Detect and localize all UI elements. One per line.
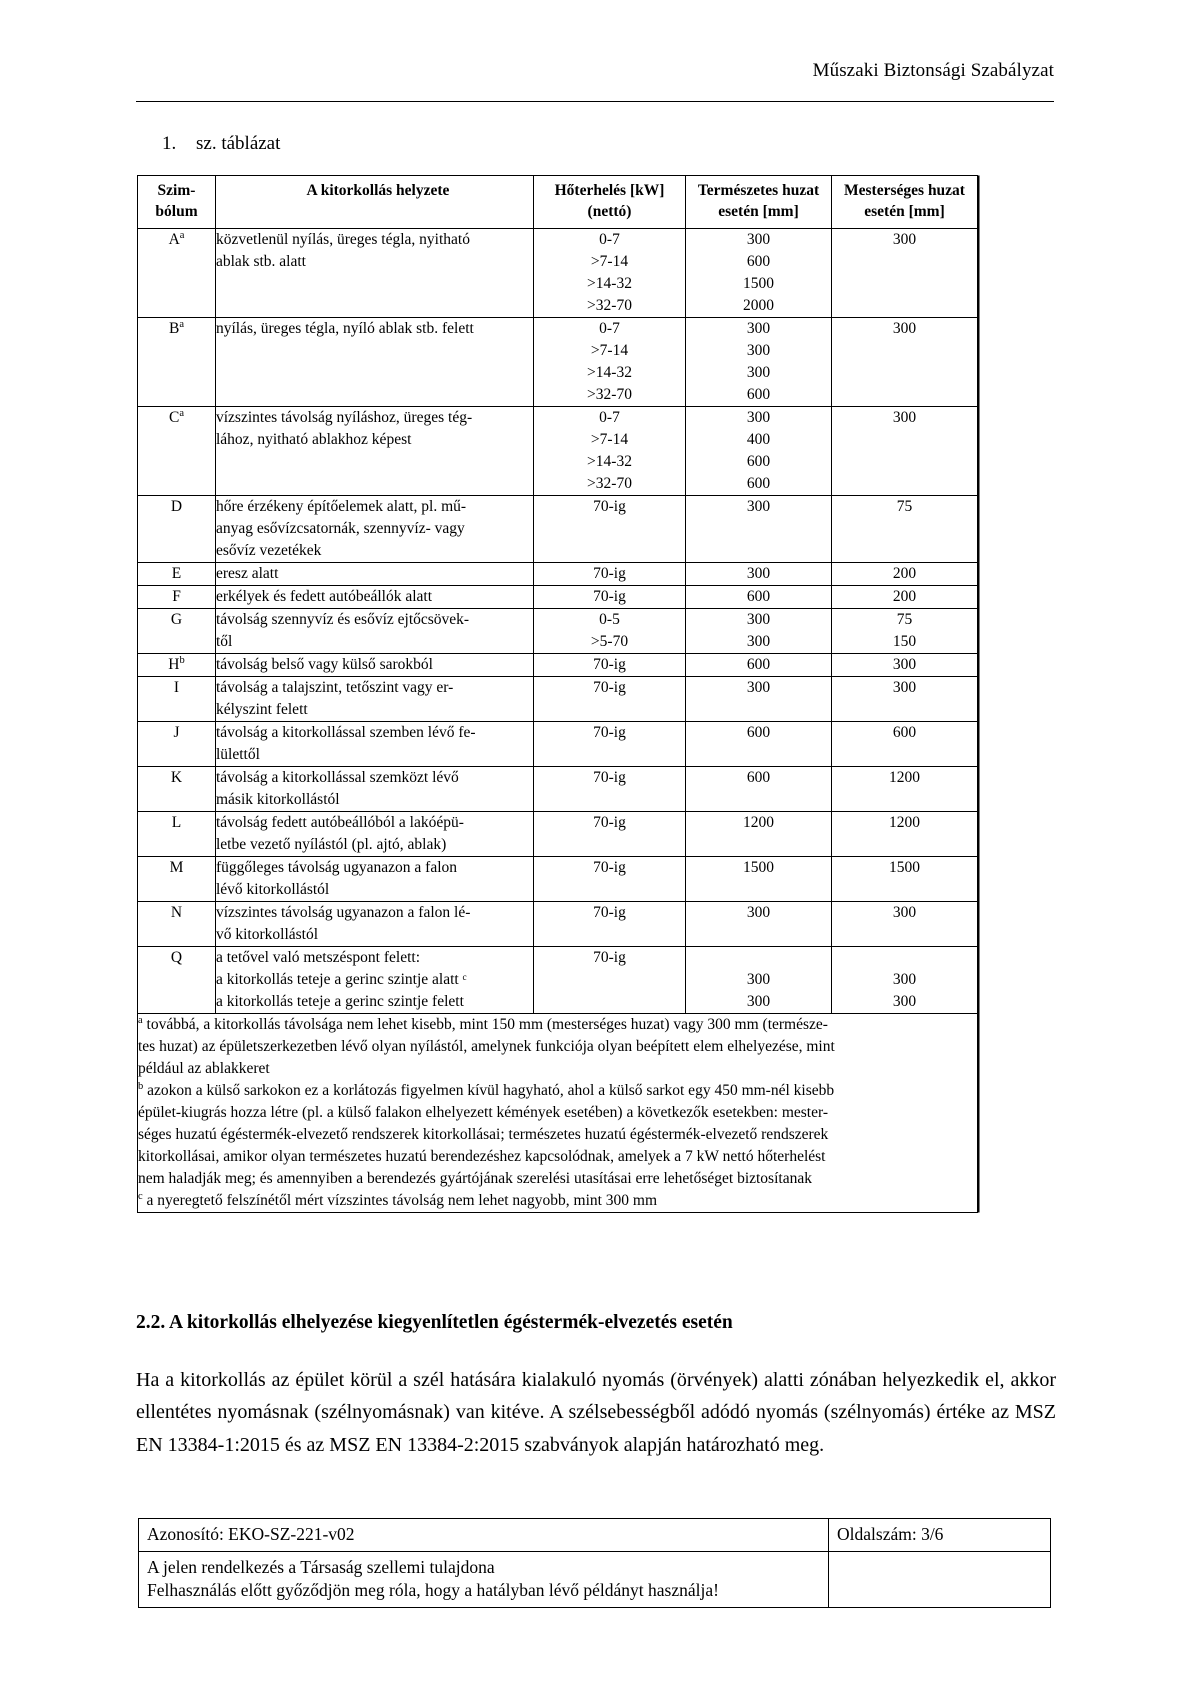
table-row bbox=[138, 228, 978, 317]
description-line: a kitorkollás teteje a gerinc szintje felett bbox=[216, 992, 464, 1010]
description-line: esővíz vezetékek bbox=[216, 541, 322, 559]
footer-row-identifier bbox=[139, 1519, 1051, 1552]
cell-natural-draught-value: 300 bbox=[746, 678, 771, 696]
cell-heat-load-value: 70-ig bbox=[593, 497, 626, 515]
cell-description bbox=[216, 653, 534, 676]
cell-description bbox=[216, 676, 534, 721]
cell-mechanical-draught-value: 300 bbox=[892, 230, 917, 248]
cell-heat-load bbox=[534, 585, 686, 608]
footnote-line bbox=[138, 1190, 977, 1212]
cell-natural-draught-value: 300 bbox=[746, 363, 771, 381]
cell-natural-draught bbox=[686, 766, 832, 811]
cell-heat-load bbox=[534, 406, 686, 495]
cell-natural-draught bbox=[686, 856, 832, 901]
cell-mechanical-draught-value: 300 bbox=[892, 903, 917, 921]
cell-symbol: $B^a$ bbox=[138, 317, 216, 406]
cell-mechanical-draught-value: 300 bbox=[892, 655, 917, 673]
description-line: ablak stb. alatt bbox=[216, 252, 306, 270]
column-header-position bbox=[216, 176, 534, 229]
description-line: letbe vezető nyílástól (pl. ajtó, ablak) bbox=[216, 835, 447, 853]
cell-heat-load-value: 70-ig bbox=[593, 948, 626, 966]
footnote-marker: b bbox=[138, 1080, 144, 1092]
cell-natural-draught-value: 600 bbox=[746, 252, 771, 270]
cell-mechanical-draught-value: 150 bbox=[892, 632, 917, 650]
table-body bbox=[138, 228, 978, 1013]
description-line: vízszintes távolság ugyanazon a falon lé- bbox=[216, 903, 471, 921]
cell-heat-load-value: >5-70 bbox=[590, 632, 629, 650]
cell-heat-load bbox=[534, 495, 686, 562]
cell-heat-load bbox=[534, 608, 686, 653]
cell-heat-load bbox=[534, 721, 686, 766]
cell-symbol: Q bbox=[138, 946, 216, 1013]
cell-mechanical-draught-value: 300 bbox=[892, 970, 917, 988]
cell-natural-draught bbox=[686, 406, 832, 495]
footnote-marker: a bbox=[138, 1014, 143, 1026]
cell-symbol-superscript: a bbox=[179, 229, 185, 241]
description-line: eresz alatt bbox=[216, 564, 279, 582]
cell-natural-draught-value: 300 bbox=[746, 341, 771, 359]
footnote-text: kitorkollásai, amikor olyan természetes huzatú berendezéshez kapcsolódnak, amelyek a 7 kW nettó hőterhelést bbox=[138, 1147, 826, 1165]
cell-heat-load bbox=[534, 946, 686, 1013]
cell-natural-draught-value: 1500 bbox=[743, 274, 774, 292]
table-row bbox=[138, 317, 978, 406]
header-title: Műszaki Biztonsági Szabályzat bbox=[812, 60, 1054, 81]
cell-mechanical-draught bbox=[832, 228, 978, 317]
cell-mechanical-draught bbox=[832, 317, 978, 406]
cell-heat-load-value: 0-7 bbox=[599, 230, 620, 248]
cell-mechanical-draught-value: 200 bbox=[892, 587, 917, 605]
cell-mechanical-draught-value: 300 bbox=[892, 678, 917, 696]
cell-heat-load-value: >7-14 bbox=[590, 341, 629, 359]
cell-natural-draught-value: 2000 bbox=[743, 296, 774, 314]
description-line: távolság a kitorkollással szemben lévő fe- bbox=[216, 723, 476, 741]
cell-mechanical-draught-value: 75 bbox=[896, 497, 913, 515]
description-line: másik kitorkollástól bbox=[216, 790, 340, 808]
column-header-natural-line1: Természetes bbox=[697, 182, 779, 199]
column-header-symbol-line2: bólum bbox=[155, 203, 198, 221]
cell-symbol: $H^b$ bbox=[138, 653, 216, 676]
footnote-marker: c bbox=[138, 1190, 143, 1202]
cell-mechanical-draught bbox=[832, 562, 978, 585]
description-line: távolság a kitorkollással szemközt lévő bbox=[216, 768, 459, 786]
footnote-line bbox=[138, 1058, 977, 1080]
description-line: erkélyek és fedett autóbeállók alatt bbox=[216, 587, 433, 605]
description-line: távolság belső vagy külső sarokból bbox=[216, 655, 433, 673]
cell-mechanical-draught-value: 75 bbox=[896, 610, 913, 628]
footer-row-note bbox=[139, 1551, 1051, 1607]
table-row bbox=[138, 653, 978, 676]
cell-natural-draught-value: 600 bbox=[746, 474, 771, 492]
cell-natural-draught-value: 300 bbox=[746, 408, 771, 426]
table-row bbox=[138, 946, 978, 1013]
description-line: nyílás, üreges tégla, nyíló ablak stb. felett bbox=[216, 319, 474, 337]
cell-symbol: L bbox=[138, 811, 216, 856]
cell-natural-draught-value: 300 bbox=[746, 610, 771, 628]
cell-heat-load bbox=[534, 676, 686, 721]
cell-description bbox=[216, 721, 534, 766]
cell-mechanical-draught-value: 600 bbox=[892, 723, 917, 741]
footnote-text: nem haladják meg; és amennyiben a berendezés gyártójának szerelési utasításai erre lehetőséget biztosítanak bbox=[138, 1169, 812, 1187]
footnote-row bbox=[138, 1013, 978, 1212]
section-paragraph: Ha a kitorkollás az épület körül a szél hatására kialakuló nyomás (örvények) alatti zónában helyezkedik el, akkor ellentétes nyomásnak (szélnyomásnak) van kitéve. A szélsebességből adódó nyomás (szélnyomás) értéke az MSZ EN 13384-1:2015 és az MSZ EN 13384-2:2015 szabványok alapján határozható meg. bbox=[136, 1369, 1056, 1456]
cell-description bbox=[216, 946, 534, 1013]
cell-natural-draught-value: 300 bbox=[746, 319, 771, 337]
cell-description bbox=[216, 317, 534, 406]
footnote-text: a nyeregtető felszínétől mért vízszintes távolság nem lehet nagyobb, mint 300 mm bbox=[146, 1191, 658, 1209]
description-line: anyag esővízcsatornák, szennyvíz- vagy bbox=[216, 519, 465, 537]
description-line: vő kitorkollástól bbox=[216, 925, 319, 943]
cell-heat-load-value: 70-ig bbox=[593, 813, 626, 831]
cell-description bbox=[216, 562, 534, 585]
description-line: vízszintes távolság nyíláshoz, üreges tég- bbox=[216, 408, 473, 426]
column-header-heat-line1: Hőterhelés bbox=[554, 182, 627, 199]
cell-mechanical-draught bbox=[832, 406, 978, 495]
table-caption bbox=[162, 133, 280, 155]
clearance-table bbox=[137, 175, 978, 1213]
cell-natural-draught bbox=[686, 608, 832, 653]
cell-heat-load-value: 70-ig bbox=[593, 903, 626, 921]
description-line: hőre érzékeny építőelemek alatt, pl. mű- bbox=[216, 497, 467, 515]
cell-mechanical-draught-value: 1500 bbox=[889, 858, 920, 876]
footnote-line bbox=[138, 1168, 977, 1190]
cell-heat-load-value: 70-ig bbox=[593, 723, 626, 741]
footer-identifier: Azonosító: EKO-SZ-221-v02 bbox=[139, 1519, 829, 1552]
table-row bbox=[138, 811, 978, 856]
footnote-text: séges huzatú égéstermék-elvezető rendszerek kitorkollásai; természetes huzatú égéstermék-elvezető rendszerek bbox=[138, 1125, 829, 1143]
cell-heat-load bbox=[534, 901, 686, 946]
footnote-text: azokon a külső sarkokon ez a korlátozás figyelmen kívül hagyható, ahol a külső sarkot egy 450 mm-nél kisebb bbox=[147, 1081, 835, 1099]
table-row bbox=[138, 608, 978, 653]
cell-mechanical-draught bbox=[832, 676, 978, 721]
table-row bbox=[138, 766, 978, 811]
cell-heat-load-value: 70-ig bbox=[593, 858, 626, 876]
cell-symbol: M bbox=[138, 856, 216, 901]
column-header-symbol-line1: Szim- bbox=[157, 182, 196, 199]
cell-heat-load-value: >7-14 bbox=[590, 252, 629, 270]
column-header-mech-line3: [mm] bbox=[908, 203, 945, 221]
table-caption-text: sz. táblázat bbox=[196, 133, 281, 154]
table-head bbox=[138, 176, 978, 229]
cell-mechanical-draught bbox=[832, 811, 978, 856]
cell-natural-draught bbox=[686, 562, 832, 585]
cell-heat-load bbox=[534, 856, 686, 901]
table-row bbox=[138, 585, 978, 608]
cell-heat-load-value: >32-70 bbox=[587, 474, 632, 492]
cell-natural-draught bbox=[686, 653, 832, 676]
cell-symbol: F bbox=[138, 585, 216, 608]
cell-heat-load-value: >14-32 bbox=[587, 274, 632, 292]
cell-heat-load-value: 70-ig bbox=[593, 768, 626, 786]
description-line: lához, nyitható ablakhoz képest bbox=[216, 430, 412, 448]
description-line: közvetlenül nyílás, üreges tégla, nyitható bbox=[216, 230, 470, 248]
footer-note bbox=[139, 1551, 829, 1607]
cell-natural-draught bbox=[686, 585, 832, 608]
cell-symbol: G bbox=[138, 608, 216, 653]
column-header-mechanical-draught bbox=[832, 176, 978, 229]
cell-description bbox=[216, 585, 534, 608]
cell-mechanical-draught-value: 1200 bbox=[889, 768, 920, 786]
description-line: a tetővel való metszéspont felett: bbox=[216, 948, 421, 966]
cell-natural-draught-value: 300 bbox=[746, 992, 771, 1010]
table-row bbox=[138, 495, 978, 562]
table-footnotes bbox=[138, 1013, 978, 1212]
footer-note-line2: Felhasználás előtt győződjön meg róla, hogy a hatályban lévő példányt használja! bbox=[147, 1580, 719, 1601]
main-table-wrapper bbox=[137, 175, 977, 1213]
cell-symbol: E bbox=[138, 562, 216, 585]
cell-symbol-superscript: b bbox=[179, 654, 185, 666]
cell-mechanical-draught bbox=[832, 608, 978, 653]
cell-heat-load bbox=[534, 766, 686, 811]
cell-natural-draught-value: 300 bbox=[746, 230, 771, 248]
footnote-text: tes huzat) az épületszerkezetben lévő olyan nyílástól, amelynek funkciója olyan beépített elem elhelyezése, mint bbox=[138, 1037, 835, 1055]
description-line: a kitorkollás teteje a gerinc szintje alatt ᶜ bbox=[216, 970, 467, 988]
cell-heat-load-value: 0-5 bbox=[599, 610, 620, 628]
cell-mechanical-draught bbox=[832, 766, 978, 811]
footer-page-number: Oldalszám: 3/6 bbox=[829, 1519, 1051, 1552]
footer-note-right bbox=[829, 1551, 1051, 1607]
cell-heat-load-value: >14-32 bbox=[587, 452, 632, 470]
cell-natural-draught-value: 300 bbox=[746, 497, 771, 515]
cell-heat-load-value: 70-ig bbox=[593, 678, 626, 696]
column-header-symbol bbox=[138, 176, 216, 229]
cell-symbol: J bbox=[138, 721, 216, 766]
footnote-line bbox=[138, 1102, 977, 1124]
cell-heat-load-value: >32-70 bbox=[587, 385, 632, 403]
cell-natural-draught bbox=[686, 811, 832, 856]
description-line: távolság a talajszint, tetőszint vagy er- bbox=[216, 678, 454, 696]
cell-natural-draught bbox=[686, 901, 832, 946]
cell-mechanical-draught-value: 300 bbox=[892, 408, 917, 426]
table-caption-number: 1. bbox=[162, 133, 177, 154]
spacer bbox=[300, 182, 304, 199]
description-line: lévő kitorkollástól bbox=[216, 880, 330, 898]
column-header-position-label: A kitorkollás helyzete bbox=[306, 182, 450, 199]
description-line: távolság szennyvíz és esővíz ejtőcsövek- bbox=[216, 610, 470, 628]
cell-mechanical-draught bbox=[832, 585, 978, 608]
cell-heat-load bbox=[534, 653, 686, 676]
table-foot bbox=[138, 1013, 978, 1212]
cell-natural-draught-value: 1200 bbox=[743, 813, 774, 831]
footnote-text: épület-kiugrás hozza létre (pl. a külső falakon elhelyezett kémények esetében) a következők esetekben: mester- bbox=[138, 1103, 828, 1121]
table-row bbox=[138, 856, 978, 901]
column-header-mech-line1: Mesterséges bbox=[844, 182, 925, 199]
cell-description bbox=[216, 406, 534, 495]
footer-note-line1: A jelen rendelkezés a Társaság szellemi tulajdona bbox=[147, 1556, 495, 1577]
footnote-line bbox=[138, 1146, 977, 1168]
cell-natural-draught-value: 300 bbox=[746, 903, 771, 921]
cell-heat-load-value: >7-14 bbox=[590, 430, 629, 448]
cell-heat-load-value: 0-7 bbox=[599, 408, 620, 426]
cell-symbol: D bbox=[138, 495, 216, 562]
table-row bbox=[138, 901, 978, 946]
footnote-line bbox=[138, 1080, 977, 1102]
cell-mechanical-draught-value: 1200 bbox=[889, 813, 920, 831]
cell-heat-load bbox=[534, 562, 686, 585]
cell-natural-draught-value: 400 bbox=[746, 430, 771, 448]
cell-natural-draught-value: 600 bbox=[746, 452, 771, 470]
cell-symbol-superscript: a bbox=[179, 407, 184, 419]
table-row bbox=[138, 562, 978, 585]
cell-description bbox=[216, 901, 534, 946]
cell-natural-draught-value: 600 bbox=[746, 385, 771, 403]
column-header-heat bbox=[534, 176, 686, 229]
table-header-row bbox=[138, 176, 978, 229]
description-line: távolság fedett autóbeállóból a lakóépü- bbox=[216, 813, 464, 831]
cell-heat-load-value: 70-ig bbox=[593, 564, 626, 582]
cell-mechanical-draught bbox=[832, 901, 978, 946]
cell-mechanical-draught bbox=[832, 495, 978, 562]
header-divider bbox=[136, 101, 1054, 102]
cell-mechanical-draught bbox=[832, 653, 978, 676]
cell-heat-load-value: 70-ig bbox=[593, 587, 626, 605]
cell-heat-load-value: >32-70 bbox=[587, 296, 632, 314]
document-header bbox=[136, 60, 1054, 102]
description-line: lülettől bbox=[216, 745, 260, 763]
cell-symbol: N bbox=[138, 901, 216, 946]
table-row bbox=[138, 676, 978, 721]
cell-symbol: $A^a$ bbox=[138, 228, 216, 317]
cell-natural-draught bbox=[686, 495, 832, 562]
cell-mechanical-draught-value: 300 bbox=[892, 319, 917, 337]
cell-description bbox=[216, 608, 534, 653]
footnote-line bbox=[138, 1036, 977, 1058]
cell-natural-draught bbox=[686, 721, 832, 766]
cell-mechanical-draught-value: 200 bbox=[892, 564, 917, 582]
cell-natural-draught-value: 600 bbox=[746, 587, 771, 605]
cell-natural-draught-value: 600 bbox=[746, 655, 771, 673]
column-header-natural-draught bbox=[686, 176, 832, 229]
cell-description bbox=[216, 228, 534, 317]
cell-natural-draught bbox=[686, 676, 832, 721]
cell-natural-draught bbox=[686, 946, 832, 1013]
footnote-line bbox=[138, 1124, 977, 1146]
cell-description bbox=[216, 856, 534, 901]
cell-heat-load bbox=[534, 811, 686, 856]
cell-natural-draught-value: 300 bbox=[746, 564, 771, 582]
cell-heat-load-value: 70-ig bbox=[593, 655, 626, 673]
cell-natural-draught bbox=[686, 317, 832, 406]
cell-natural-draught-value: 300 bbox=[746, 970, 771, 988]
cell-symbol-superscript: a bbox=[179, 318, 184, 330]
cell-symbol: I bbox=[138, 676, 216, 721]
table-row bbox=[138, 406, 978, 495]
cell-natural-draught bbox=[686, 228, 832, 317]
cell-heat-load bbox=[534, 317, 686, 406]
column-header-natural-line2: huzat esetén bbox=[718, 182, 820, 221]
cell-heat-load bbox=[534, 228, 686, 317]
cell-natural-draught-value: 1500 bbox=[743, 858, 774, 876]
column-header-heat-line2: [kW] (nettó) bbox=[587, 182, 665, 221]
cell-mechanical-draught bbox=[832, 721, 978, 766]
cell-symbol: $C^a$ bbox=[138, 406, 216, 495]
cell-mechanical-draught-value: 300 bbox=[892, 992, 917, 1010]
table-row bbox=[138, 721, 978, 766]
cell-natural-draught-value: 600 bbox=[746, 768, 771, 786]
footer-wrapper bbox=[138, 1518, 1050, 1608]
cell-description bbox=[216, 766, 534, 811]
description-line: től bbox=[216, 632, 233, 650]
cell-natural-draught-value: 300 bbox=[746, 632, 771, 650]
cell-description bbox=[216, 811, 534, 856]
footnote-line bbox=[138, 1014, 977, 1036]
column-header-natural-line3: [mm] bbox=[762, 203, 799, 221]
footnote-text: továbbá, a kitorkollás távolsága nem lehet kisebb, mint 150 mm (mesterséges huzat) vagy 300 mm (természe- bbox=[146, 1015, 828, 1033]
description-line: kélyszint felett bbox=[216, 700, 308, 718]
cell-mechanical-draught bbox=[832, 946, 978, 1013]
cell-mechanical-draught bbox=[832, 856, 978, 901]
cell-heat-load-value: >14-32 bbox=[587, 363, 632, 381]
section-heading: 2.2. A kitorkollás elhelyezése kiegyenlítetlen égéstermék-elvezetés esetén bbox=[136, 1312, 733, 1333]
description-line: függőleges távolság ugyanazon a falon bbox=[216, 858, 458, 876]
column-header-mech-line2: huzat esetén bbox=[864, 182, 965, 221]
cell-symbol: K bbox=[138, 766, 216, 811]
cell-natural-draught-value: 600 bbox=[746, 723, 771, 741]
cell-description bbox=[216, 495, 534, 562]
footer-table bbox=[138, 1518, 1051, 1608]
footnote-text: például az ablakkeret bbox=[138, 1059, 270, 1077]
cell-heat-load-value: 0-7 bbox=[599, 319, 620, 337]
